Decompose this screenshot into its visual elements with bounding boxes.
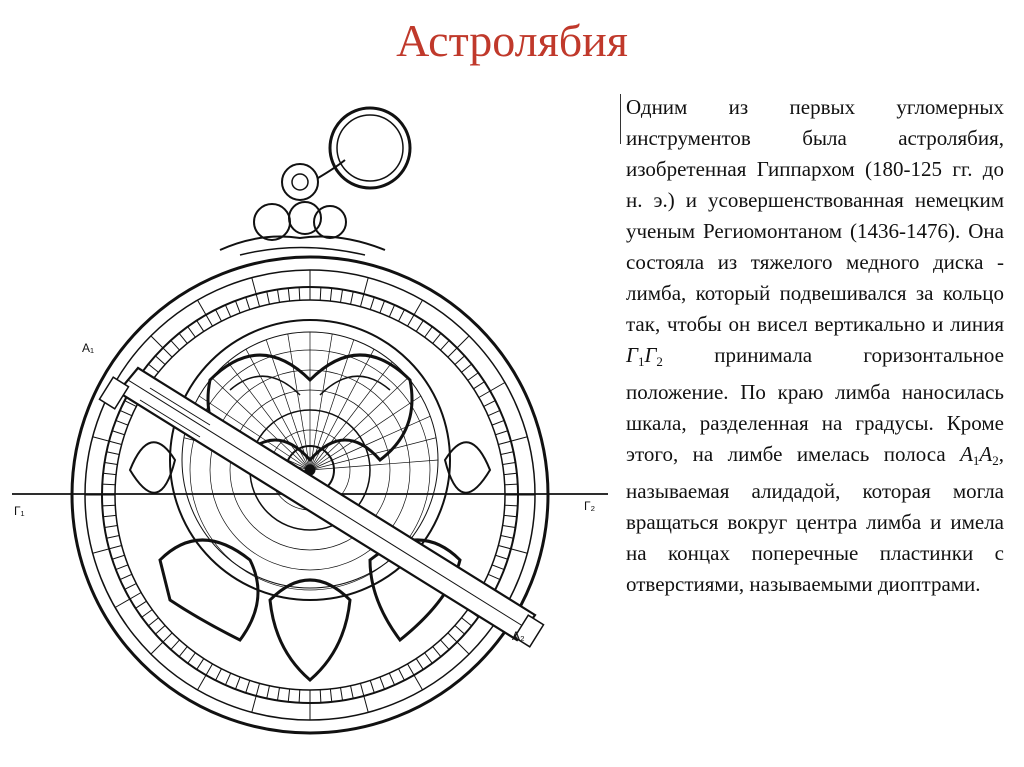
label-g1: Г₁ [14,504,25,518]
math-g1g2: $Г_1Г_2$ [626,343,663,369]
label-a1: A₁ [82,341,95,355]
suspension-ring [330,108,410,188]
paragraph-part-3: , называемая алидадой, которая могла вращаться вокруг центра лимба и имела на концах поперечные пластинки с отверстиями, называемыми диоптрами. [626,442,1004,596]
label-a2: A₂ [512,629,525,643]
astrolabe-illustration [0,80,610,767]
paragraph-part-2: принимала горизонтальное положение. По краю лимба наносилась шкала, разделенная на градусы. Кроме этого, на лимбе имелась полоса [626,343,1004,466]
label-g2: Г₂ [584,499,596,513]
paragraph-part-1: Одним из первых угломерных инструментов была астролябия, изобретенная Гиппархом (180-125 гг. до н. э.) и усовершенствованная немецким ученым Региомонтаном (1436-1476). Она состояла из тяжелого медного диска - лимба, который подвешивался за кольцо так, чтобы он висел вертикально и линия [626,95,1004,336]
shackle-ornament [282,164,318,200]
text-cursor [620,94,621,144]
description-text [620,92,1004,600]
math-a1a2: $A_1A_2$ [960,442,999,468]
slide-title: Астролябия [396,15,628,66]
